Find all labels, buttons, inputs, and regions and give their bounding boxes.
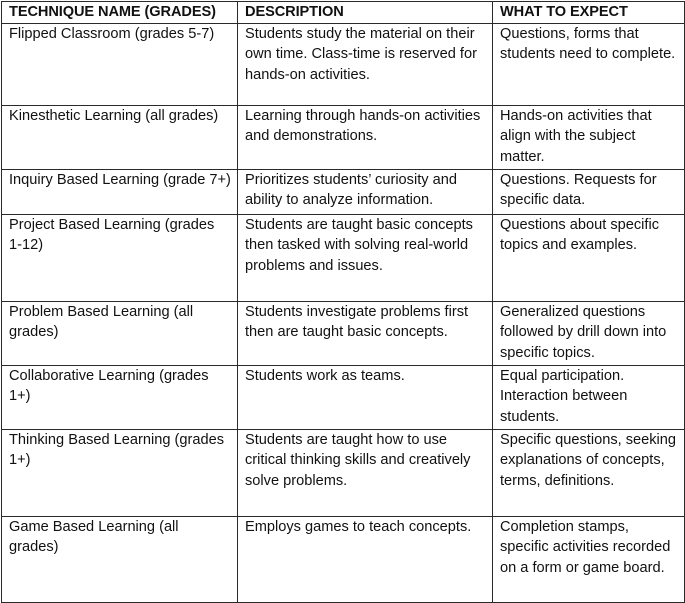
technique-cell: Project Based Learning (grades 1-12) [2, 214, 238, 301]
table-row [2, 23, 685, 105]
expectation-cell: Hands-on activities that align with the subject matter. [493, 105, 685, 169]
expectation-cell: Generalized questions followed by drill down into specific topics. [493, 301, 685, 365]
description-cell: Employs games to teach concepts. [238, 516, 493, 602]
table-row [2, 365, 685, 429]
technique-cell: Flipped Classroom (grades 5-7) [2, 23, 238, 105]
table-row [2, 429, 685, 516]
description-cell: Students investigate problems first then are taught basic concepts. [238, 301, 493, 365]
description-cell: Students are taught how to use critical thinking skills and creatively solve problems. [238, 429, 493, 516]
expectation-cell: Questions. Requests for specific data. [493, 169, 685, 214]
description-cell: Students work as teams. [238, 365, 493, 429]
technique-cell: Kinesthetic Learning (all grades) [2, 105, 238, 169]
technique-cell: Problem Based Learning (all grades) [2, 301, 238, 365]
expectation-cell: Equal participation. Interaction between students. [493, 365, 685, 429]
table-row [2, 214, 685, 301]
expectation-cell: Completion stamps, specific activities recorded on a form or game board. [493, 516, 685, 602]
description-cell: Prioritizes students’ curiosity and ability to analyze information. [238, 169, 493, 214]
technique-cell: Collaborative Learning (grades 1+) [2, 365, 238, 429]
expectation-cell: Specific questions, seeking explanations of concepts, terms, definitions. [493, 429, 685, 516]
header-technique: TECHNIQUE NAME (GRADES) [2, 2, 238, 24]
technique-cell: Game Based Learning (all grades) [2, 516, 238, 602]
expectation-cell: Questions about specific topics and examples. [493, 214, 685, 301]
header-description: DESCRIPTION [238, 2, 493, 24]
description-cell: Students are taught basic concepts then tasked with solving real-world problems and issues. [238, 214, 493, 301]
technique-cell: Inquiry Based Learning (grade 7+) [2, 169, 238, 214]
table-row [2, 105, 685, 169]
learning-techniques-table [1, 1, 685, 603]
header-what-to-expect: WHAT TO EXPECT [493, 2, 685, 24]
table-body [2, 23, 685, 602]
technique-cell: Thinking Based Learning (grades 1+) [2, 429, 238, 516]
description-cell: Students study the material on their own time. Class-time is reserved for hands-on activities. [238, 23, 493, 105]
table-header [2, 2, 685, 24]
header-row [2, 2, 685, 24]
table-row [2, 301, 685, 365]
description-cell: Learning through hands-on activities and demonstrations. [238, 105, 493, 169]
table-row [2, 169, 685, 214]
expectation-cell: Questions, forms that students need to complete. [493, 23, 685, 105]
table-row [2, 516, 685, 602]
